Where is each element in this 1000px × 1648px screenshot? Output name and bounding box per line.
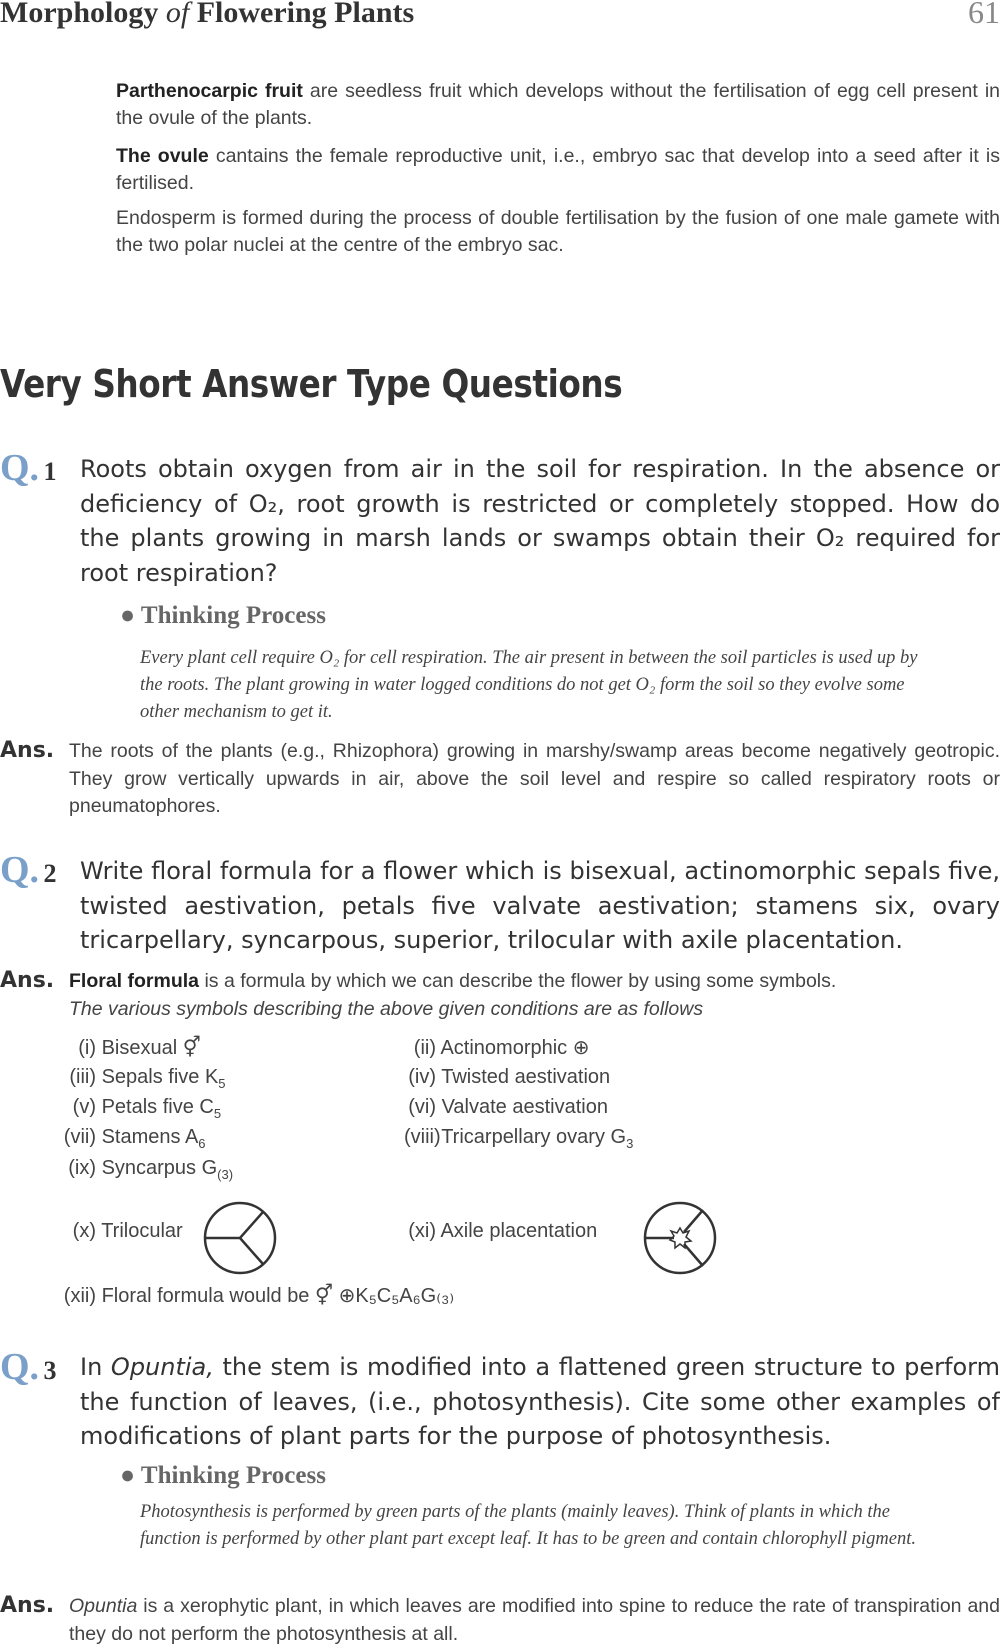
q3-thinking: Photosynthesis is performed by green parts of the plants (mainly leaves). Think of plants in which the function is performed by other plant part except leaf. It has to be green and contain chlorophyll pigment. — [140, 1502, 917, 1549]
subscript: 3 — [626, 1136, 634, 1151]
text: Valvate aestivation — [441, 1096, 608, 1118]
section-title: Very Short Answer Type Questions — [0, 362, 623, 406]
header-text: Flowering Plants — [189, 0, 415, 29]
italic-text: The various symbols describing the above given conditions are as follows — [69, 997, 704, 1020]
q1-text: Roots obtain oxygen from air in the soil for respiration. In the absence or deficiency of O₂, root growth is restricted or completely stopped. How do the plants growing in marsh lands or swamps obtain their O₂ required for root respiration? — [80, 455, 1000, 587]
q2-label — [0, 848, 57, 892]
text: In — [80, 1353, 111, 1381]
text: is a formula by which we can describe the flower by using some symbols. — [199, 970, 837, 992]
num: (xii) — [63, 1285, 96, 1307]
q3-text — [80, 1350, 1000, 1454]
text: is a xerophytic plant, in which leaves are modified into spine to reduce the rate of transpiration and they do not perform the photosynthesis at all. — [69, 1595, 1000, 1645]
intro-paragraph — [116, 205, 1000, 259]
num: (vi) — [408, 1096, 436, 1118]
num: (viii) — [404, 1126, 441, 1148]
text: the stem is modified into a flattened green structure to perform the function of leaves, (i.e., photosynthesis). Cite some other examples of modifications of plant parts for the purpose of photosynthesis. — [80, 1353, 1000, 1450]
list-item — [60, 1096, 221, 1121]
text: cantains the female reproductive unit, i.e., embryo sac that develop into a seed after it is fertilised. — [116, 145, 1000, 194]
list-item — [60, 1126, 206, 1151]
q1-thinking: Every plant cell require O₂ for cell respiration. The air present in between the soil particles is used up by the roots. The plant growing in water logged conditions do not get O₂ form the soil so they evolve some other mechanism to get it. — [140, 648, 918, 722]
text: are seedless fruit which develops without the fertilisation of egg cell present in the ovule of the plants. — [116, 80, 1000, 129]
num: (iii) — [69, 1066, 96, 1088]
num: (v) — [72, 1096, 96, 1118]
list-item — [52, 1283, 454, 1308]
list-item — [404, 1035, 590, 1060]
term: Floral formula — [69, 970, 200, 992]
ans-label: Ans. — [0, 968, 55, 993]
q2-text: Write floral formula for a flower which is bisexual, actinomorphic sepals five, twisted aestivation, petals five valvate aestivation; stamens six, ovary tricarpellary, syncarpous, superior, trilocular with axile placentation. — [80, 857, 1000, 954]
q-number: 1 — [43, 457, 57, 486]
q1-answer: The roots of the plants (e.g., Rhizophora) growing in marshy/swamp areas become negatively geotropic. They grow vertically upwards in air, above the soil level and respire so called respiratory roots or pneumatophores. — [69, 740, 1000, 817]
num: (x) — [72, 1220, 96, 1242]
text: Bisexual ⚥ — [101, 1037, 201, 1059]
q-letter: Q. — [0, 447, 40, 489]
list-item — [404, 1066, 610, 1089]
text: Petals five C — [101, 1096, 214, 1118]
q-number: 3 — [43, 1356, 57, 1385]
list-item — [60, 1035, 201, 1060]
ans-label: Ans. — [0, 1593, 55, 1618]
subscript: (3) — [217, 1167, 234, 1182]
q3-label — [0, 1345, 57, 1389]
subscript: 5 — [213, 1106, 222, 1121]
text: Syncarpus G — [101, 1157, 218, 1179]
q3-answer — [69, 1593, 1000, 1648]
thinking-process-heading — [120, 602, 326, 630]
text: Stamens A — [101, 1126, 199, 1148]
num: (ii) — [413, 1037, 436, 1059]
num: (vii) — [63, 1126, 96, 1148]
q-number: 2 — [43, 859, 57, 888]
num: (xi) — [408, 1220, 436, 1242]
intro-paragraph — [116, 78, 1000, 132]
list-item — [60, 1157, 233, 1182]
list-item — [404, 1126, 633, 1151]
q-letter: Q. — [0, 1346, 40, 1388]
label: Thinking Process — [140, 1462, 326, 1489]
list-item — [60, 1220, 183, 1243]
num: (ix) — [68, 1157, 96, 1179]
subscript: 5 — [218, 1076, 226, 1091]
list-item — [404, 1096, 608, 1119]
q2-answer — [69, 968, 1000, 1023]
text: Sepals five K — [101, 1066, 219, 1088]
num: (i) — [78, 1037, 96, 1059]
italic-text: Opuntia, — [110, 1353, 214, 1381]
intro-paragraph — [116, 143, 1000, 197]
page-number: 61 — [968, 0, 1000, 30]
q1-label — [0, 446, 57, 490]
axile-placentation-diagram — [640, 1198, 720, 1278]
label: Thinking Process — [140, 602, 326, 629]
text: Twisted aestivation — [441, 1066, 611, 1088]
text: Axile placentation — [440, 1220, 598, 1242]
running-header — [0, 0, 414, 30]
text: Trilocular — [101, 1220, 183, 1242]
ans-label: Ans. — [0, 738, 55, 763]
text: Actinomorphic ⊕ — [440, 1037, 590, 1059]
subscript: 6 — [198, 1136, 206, 1151]
header-text-of: of — [165, 0, 190, 29]
thinking-process-heading — [120, 1462, 326, 1490]
q-letter: Q. — [0, 849, 40, 891]
bulb-icon: ● — [120, 1462, 136, 1489]
term: Parthenocarpic fruit — [116, 80, 303, 102]
trilocular-diagram — [200, 1198, 280, 1278]
header-text: Morphology — [0, 0, 166, 29]
text: Tricarpellary ovary G — [441, 1126, 627, 1148]
list-item — [404, 1220, 597, 1243]
italic-text: Opuntia — [69, 1595, 138, 1617]
bulb-icon: ● — [120, 602, 136, 629]
list-item — [60, 1066, 226, 1091]
text: Endosperm is formed during the process of double fertilisation by the fusion of one male gamete with the two polar nuclei at the centre of the embryo sac. — [116, 207, 1000, 256]
text: Floral formula would be ⚥ ⊕K₅C₅A₆G₍₃₎ — [101, 1285, 455, 1307]
term: The ovule — [116, 145, 209, 167]
num: (iv) — [408, 1066, 436, 1088]
